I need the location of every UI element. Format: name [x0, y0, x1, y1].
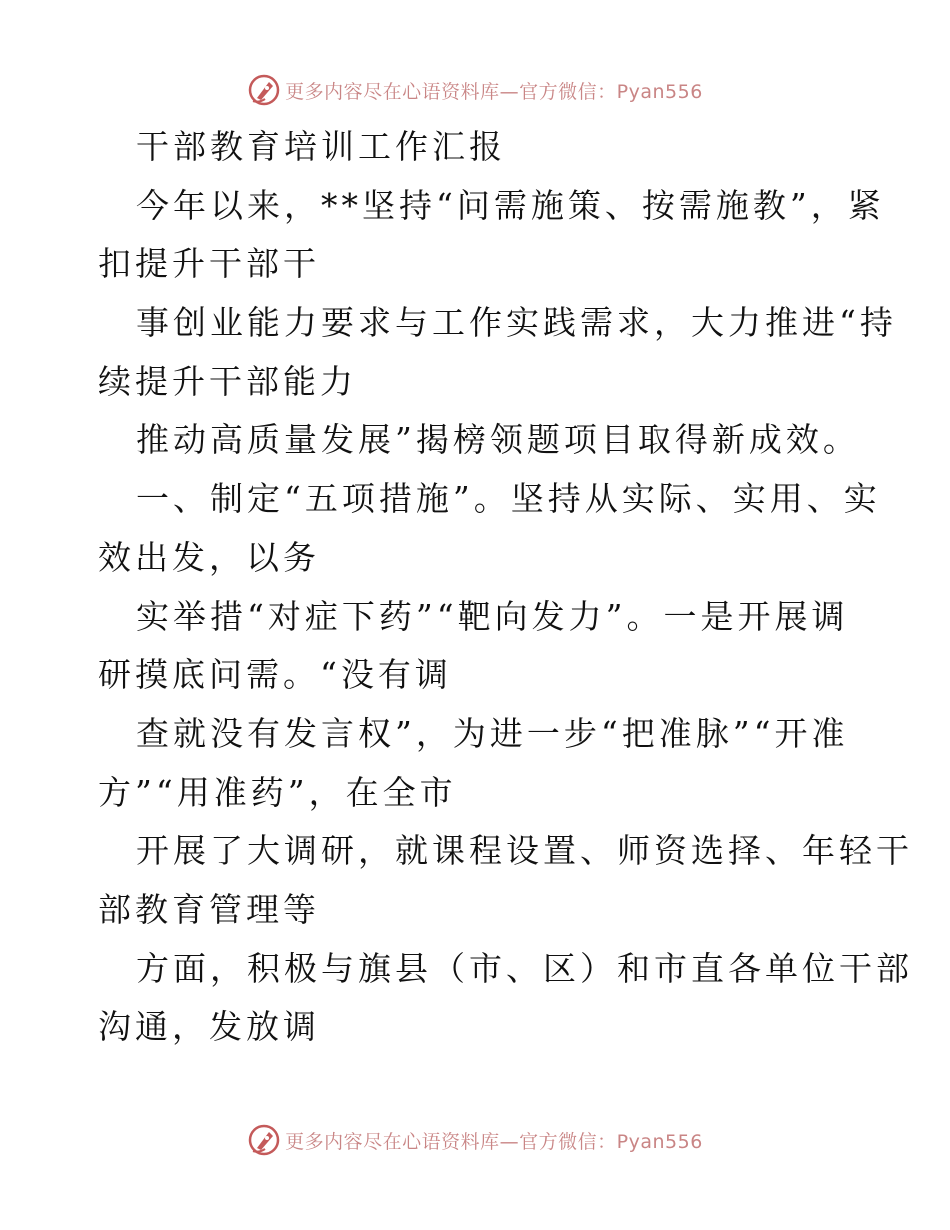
paragraph-line: 方”“用准药”，在全市 [98, 772, 457, 812]
paragraph-line: 扣提升干部干 [98, 244, 320, 284]
paragraph-line: 部教育管理等 [98, 889, 320, 929]
paragraph-line: 续提升干部能力 [98, 361, 357, 401]
paragraph-line: 今年以来，**坚持“问需施策、按需施教”，紧 [136, 185, 885, 225]
pen-nib-logo-icon [247, 1123, 281, 1157]
paragraph-line: 事创业能力要求与工作实践需求，大力推进“持 [136, 303, 897, 343]
watermark-footer [0, 1120, 950, 1160]
document-body [98, 118, 913, 1057]
paragraph-line: 查就没有发言权”，为进一步“把准脉”“开准 [136, 713, 849, 753]
paragraph-line: 实举措“对症下药”“靶向发力”。一是开展调 [136, 596, 849, 636]
paragraph-line: 研摸底问需。“没有调 [98, 655, 452, 695]
paragraph-line: 推动高质量发展”揭榜领题项目取得新成效。 [136, 420, 860, 460]
watermark-header [0, 70, 950, 110]
watermark-text: 更多内容尽在心语资料库—官方微信：Pyan556 [285, 1130, 703, 1153]
paragraph-line: 开展了大调研，就课程设置、师资选择、年轻干 [136, 831, 913, 871]
pen-nib-logo-icon [247, 73, 281, 107]
watermark-text: 更多内容尽在心语资料库—官方微信：Pyan556 [285, 80, 703, 103]
paragraph-line: 效出发，以务 [98, 537, 320, 577]
paragraph-line: 方面，积极与旗县（市、区）和市直各单位干部 [136, 948, 913, 988]
document-title: 干部教育培训工作汇报 [136, 127, 506, 166]
paragraph-line: 一、制定“五项措施”。坚持从实际、实用、实 [136, 479, 881, 519]
paragraph-line: 沟通，发放调 [98, 1007, 320, 1047]
